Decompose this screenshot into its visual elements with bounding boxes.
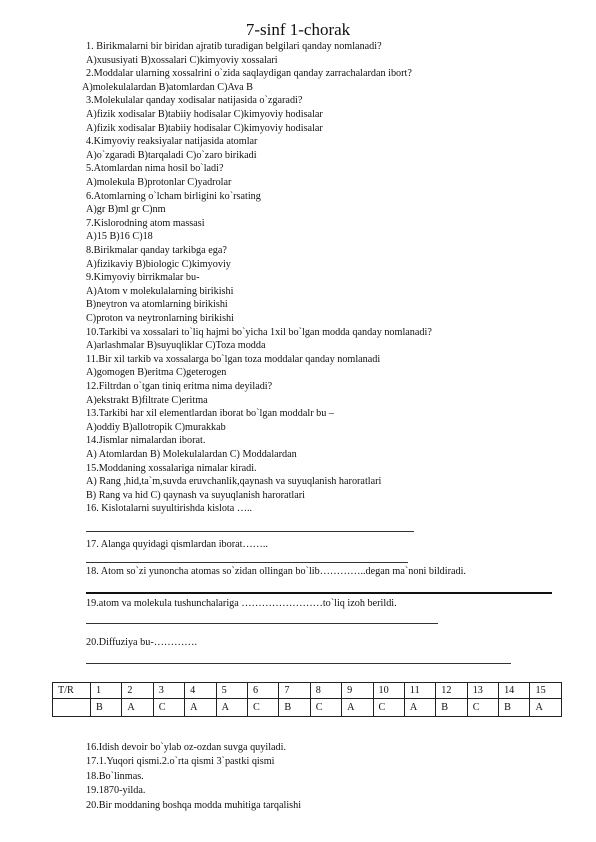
question-line: A)fizik xodisalar B)tabiiy hodisalar C)kimyoviy hodisalar	[86, 122, 323, 134]
question-18: 18. Atom so`zi yunoncha atomas so`zidan ollingan bo`lib…………..degan ma`noni bildiradi.	[86, 566, 466, 577]
question-20: 20.Diffuziya bu-………….	[86, 637, 198, 648]
table-cell: C	[467, 699, 498, 717]
question-line: 1. Birikmalarni bir biridan ajratib turadigan belgilari qanday nomlanadi?	[86, 41, 382, 52]
question-line: A)15 B)16 C)18	[86, 231, 153, 243]
table-cell: 9	[342, 683, 373, 699]
table-cell: C	[247, 699, 278, 717]
question-line: 7.Kislorodning atom massasi	[86, 217, 205, 229]
question-line: 12.Filtrdan o`tgan tiniq eritma nima deyiladi?	[86, 381, 273, 392]
table-cell: 15	[530, 683, 562, 699]
table-cell: 10	[373, 683, 404, 699]
question-line: A)o`zgaradi B)tarqaladi C)o`zaro birikadi	[86, 149, 257, 161]
answer-key-line: 18.Bo`linmas.	[86, 770, 144, 782]
question-line: A)ekstrakt B)filtrate C)eritma	[86, 394, 208, 406]
question-19: 19.atom va molekula tushunchalariga ……………………to`liq izoh berildi.	[86, 598, 397, 609]
table-cell	[53, 699, 91, 717]
question-line: 13.Tarkibi har xil elementlardan iborat bo`lgan moddalr bu –	[86, 408, 334, 420]
table-cell: A	[122, 699, 153, 717]
table-cell: 11	[404, 683, 435, 699]
question-line: A)molekulalardan B)atomlardan C)Ava B	[82, 81, 253, 93]
question-line: 8.Birikmalar qanday tarkibga ega?	[86, 245, 227, 256]
question-line: B)neytron va atomlarning birikishi	[86, 299, 228, 311]
table-cell: A	[404, 699, 435, 717]
table-cell: 5	[216, 683, 247, 699]
question-line: A)fizikaviy B)biologic C)kimyoviy	[86, 258, 231, 270]
question-line: 15.Moddaning xossalariga nimalar kiradi.	[86, 462, 257, 474]
question-line: A)gr B)ml gr C)nm	[86, 204, 166, 216]
question-line: A)Atom v molekulalarning birikishi	[86, 285, 234, 297]
answer-line-17	[86, 562, 408, 563]
question-line: 9.Kimyoviy birrikmalar bu-	[86, 272, 200, 284]
table-cell: 8	[310, 683, 341, 699]
question-line: A)gomogen B)eritma C)geterogen	[86, 367, 227, 379]
question-line: A) Atomlardan B) Molekulalardan C) Moddalardan	[86, 449, 297, 460]
question-line: 2.Moddalar ularning xossalrini o`zida saqlaydigan qanday zarrachalardan ibort?	[86, 68, 412, 80]
question-line: C)proton va neytronlarning birikishi	[86, 313, 234, 324]
table-cell: B	[499, 699, 530, 717]
answer-key-line: 17.1.Yuqori qismi.2.o`rta qismi 3`pastki qismi	[86, 756, 275, 768]
table-cell: A	[185, 699, 216, 717]
question-line: 6.Atomlarning o`lcham birligini ko`rsating	[86, 190, 261, 202]
table-cell: T/R	[53, 683, 91, 699]
table-cell: A	[530, 699, 562, 717]
question-line: 10.Tarkibi va xossalari to`liq hajmi bo`yicha 1xil bo`lgan modda qanday nomlanadi?	[86, 326, 432, 338]
table-cell: C	[153, 699, 184, 717]
answer-key-line: 20.Bir moddaning boshqa modda muhitiga tarqalishi	[86, 799, 302, 811]
table-cell: A	[216, 699, 247, 717]
question-line: 16. Kislotalarni suyultirishda kislota …..	[86, 503, 253, 515]
question-line: A)xususiyati B)xossalari C)kimyoviy xossalari	[86, 54, 278, 66]
table-cell: 12	[436, 683, 467, 699]
question-line: 14.Jismlar nimalardan iborat.	[86, 435, 206, 447]
answer-key-line: 19.1870-yilda.	[86, 785, 146, 797]
answer-line-20	[86, 663, 511, 664]
question-line: A)fizik xodisalar B)tabiiy hodisalar C)kimyoviy hodisalar	[86, 109, 323, 120]
table-cell: 13	[467, 683, 498, 699]
question-line: 11.Bir xil tarkib va xossalarga bo`lgan toza moddalar qanday nomlanadi	[86, 353, 381, 365]
question-line: B) Rang va hid C) qaynash va suyuqlanish haroratlari	[86, 489, 305, 501]
table-cell: 14	[499, 683, 530, 699]
table-cell: C	[373, 699, 404, 717]
table-cell: 4	[185, 683, 216, 699]
table-cell: A	[342, 699, 373, 717]
page-title: 7-sinf 1-chorak	[245, 20, 351, 39]
answer-table	[52, 682, 562, 717]
table-cell: C	[310, 699, 341, 717]
table-cell: B	[436, 699, 467, 717]
answer-line-18	[86, 592, 552, 594]
question-line: A)arlashmalar B)suyuqliklar C)Toza modda	[86, 340, 266, 352]
answer-key-line: 16.Idish devoir bo`ylab oz-ozdan suvga quyiladi.	[86, 742, 287, 753]
answer-line-19	[86, 623, 438, 624]
table-cell: 1	[91, 683, 122, 699]
table-cell: 3	[153, 683, 184, 699]
question-line: A) Rang ,hid,ta`m,suvda eruvchanlik,qaynash va suyuqlanish haroratlari	[86, 476, 382, 488]
question-17: 17. Alanga quyidagi qismlardan iborat……..	[86, 539, 268, 550]
answer-table-header-row	[53, 683, 562, 699]
answer-table-answer-row	[53, 699, 562, 717]
question-line: 4.Kimyoviy reaksiyalar natijasida atomlar	[86, 136, 258, 148]
table-cell: B	[279, 699, 310, 717]
table-cell: 2	[122, 683, 153, 699]
question-line: A)oddiy B)allotropik C)murakkab	[86, 421, 226, 433]
question-line: 5.Atomlardan nima hosil bo`ladi?	[86, 163, 224, 175]
question-line: A)molekula B)protonlar C)yadrolar	[86, 177, 232, 188]
table-cell: B	[91, 699, 122, 717]
question-line: 3.Molekulalar qanday xodisalar natijasida o`zgaradi?	[86, 95, 303, 107]
table-cell: 6	[247, 683, 278, 699]
table-cell: 7	[279, 683, 310, 699]
answer-line-16	[86, 531, 414, 532]
